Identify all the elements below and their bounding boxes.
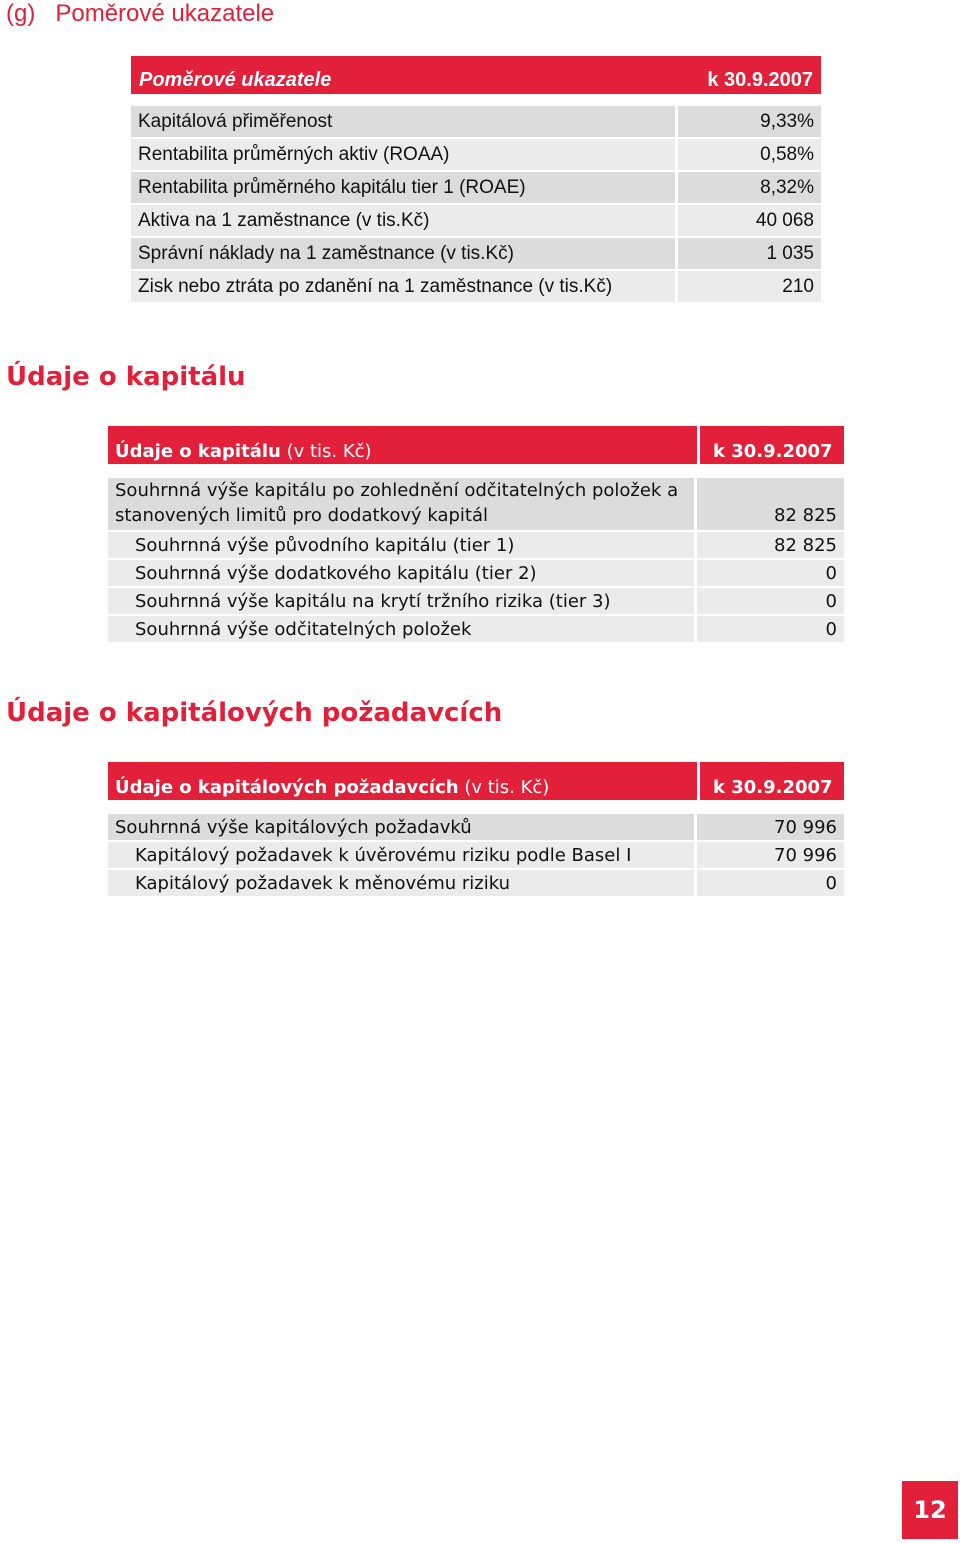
table-row — [108, 478, 844, 532]
section-title — [6, 0, 274, 28]
capital-heading: Údaje o kapitálu — [6, 362, 246, 392]
ratios-header-label: Poměrové ukazatele — [131, 56, 678, 94]
ratios-header-date: k 30.9.2007 — [678, 56, 821, 94]
row-value: 40 068 — [678, 205, 821, 238]
row-value: 82 825 — [697, 532, 844, 560]
row-value: 8,32% — [678, 172, 821, 205]
table-row — [131, 238, 821, 271]
row-label: Souhrnná výše dodatkového kapitálu (tier 2) — [108, 560, 697, 588]
row-value: 210 — [678, 271, 821, 304]
capital-header-row — [108, 426, 844, 464]
row-value: 0 — [697, 616, 844, 644]
row-value: 0,58% — [678, 139, 821, 172]
ratios-header-row — [131, 56, 821, 94]
row-label: Kapitálová přiměřenost — [131, 106, 678, 139]
capital-header-date: k 30.9.2007 — [697, 426, 844, 464]
table-row — [108, 560, 844, 588]
requirements-header-unit: (v tis. Kč) — [464, 777, 550, 798]
row-label: Souhrnná výše odčitatelných položek — [108, 616, 697, 644]
page-number: 12 — [902, 1481, 958, 1539]
row-label: Zisk nebo ztráta po zdanění na 1 zaměstnance (v tis.Kč) — [131, 271, 678, 304]
row-value: 82 825 — [697, 478, 844, 532]
table-row — [108, 588, 844, 616]
capital-header-unit: (v tis. Kč) — [286, 441, 372, 462]
section-number: (g) — [6, 0, 36, 27]
table-row — [131, 172, 821, 205]
row-label: Souhrnná výše původního kapitálu (tier 1) — [108, 532, 697, 560]
capital-header-label — [108, 426, 697, 464]
row-label-line2: stanovených limitů pro dodatkový kapitál — [115, 505, 489, 526]
row-value: 0 — [697, 588, 844, 616]
row-label-line1: Souhrnná výše kapitálu po zohlednění odčitatelných položek a — [115, 480, 679, 501]
row-label: Správní náklady na 1 zaměstnance (v tis.Kč) — [131, 238, 678, 271]
row-label: Souhrnná výše kapitálu na krytí tržního rizika (tier 3) — [108, 588, 697, 616]
row-value: 0 — [697, 870, 844, 898]
row-value: 70 996 — [697, 814, 844, 842]
table-row — [131, 106, 821, 139]
requirements-header-row — [108, 762, 844, 800]
table-row — [108, 814, 844, 842]
capital-header-label-bold: Údaje o kapitálu — [115, 441, 281, 462]
row-label: Rentabilita průměrných aktiv (ROAA) — [131, 139, 678, 172]
row-label: Souhrnná výše kapitálových požadavků — [108, 814, 697, 842]
row-label: Aktiva na 1 zaměstnance (v tis.Kč) — [131, 205, 678, 238]
row-value: 0 — [697, 560, 844, 588]
requirements-table — [108, 762, 844, 898]
row-value: 9,33% — [678, 106, 821, 139]
row-label: Kapitálový požadavek k měnovému riziku — [108, 870, 697, 898]
requirements-heading: Údaje o kapitálových požadavcích — [6, 698, 503, 728]
row-value: 1 035 — [678, 238, 821, 271]
section-title-text: Poměrové ukazatele — [55, 0, 275, 27]
row-label: Kapitálový požadavek k úvěrovému riziku podle Basel I — [108, 842, 697, 870]
table-row — [131, 205, 821, 238]
row-value: 70 996 — [697, 842, 844, 870]
requirements-header-date: k 30.9.2007 — [697, 762, 844, 800]
table-row — [108, 870, 844, 898]
row-label: Rentabilita průměrného kapitálu tier 1 (ROAE) — [131, 172, 678, 205]
row-label — [108, 478, 697, 532]
requirements-header-label-bold: Údaje o kapitálových požadavcích — [115, 777, 459, 798]
requirements-header-label — [108, 762, 697, 800]
table-row — [131, 271, 821, 304]
capital-table — [108, 426, 844, 644]
table-row — [108, 532, 844, 560]
table-row — [131, 139, 821, 172]
ratios-table — [131, 56, 821, 304]
table-row — [108, 616, 844, 644]
table-row — [108, 842, 844, 870]
